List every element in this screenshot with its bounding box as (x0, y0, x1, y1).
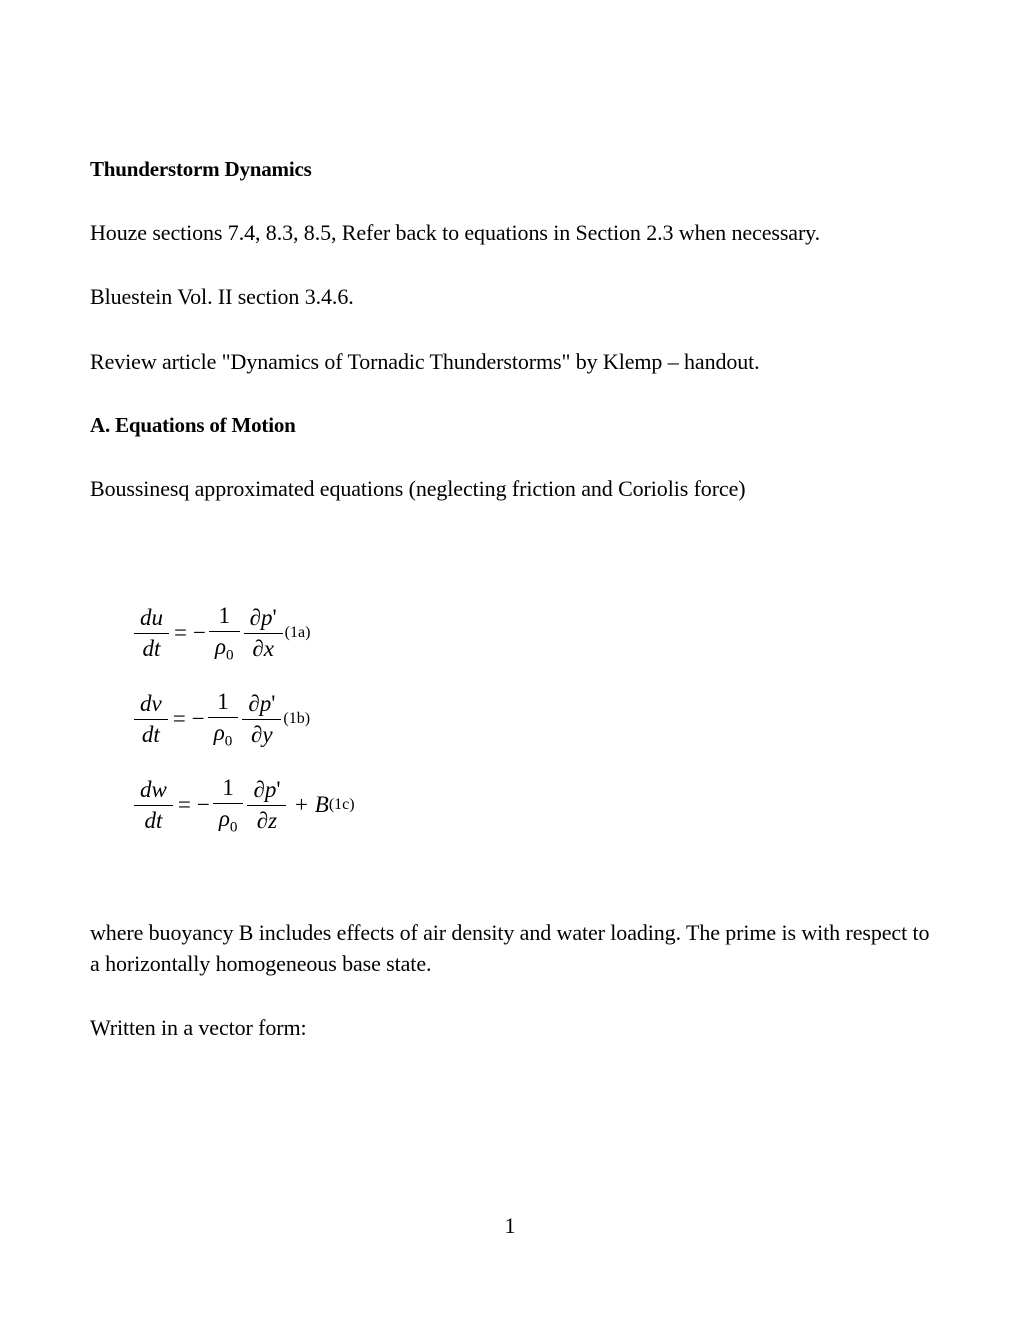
equation-number-1b: (1b) (283, 710, 311, 728)
eq1c-coef-numerator: 1 (222, 775, 234, 801)
eq1a-coef-denominator (209, 634, 240, 664)
eq1c-equals-sign: = (177, 792, 191, 818)
equation-spacer-bottom (90, 848, 932, 918)
equation-group-1 (90, 590, 932, 848)
page-title: Thunderstorm Dynamics (90, 157, 312, 181)
eq1a-deriv-numerator (244, 605, 283, 631)
fraction-bar (213, 803, 244, 804)
eq1a-lhs-numerator: du (140, 605, 163, 631)
eq1a-lhs-denominator: dt (142, 635, 161, 661)
inverse-density-factor-1c (213, 775, 244, 835)
page-content (90, 155, 932, 1077)
fraction-bar (247, 805, 286, 806)
material-derivative-u (134, 605, 169, 662)
eq1b-lhs-numerator: dv (140, 691, 162, 717)
rho-subscript: 0 (224, 732, 233, 750)
pressure-gradient-y (242, 691, 281, 748)
eq1a-equals-sign: = (174, 620, 187, 646)
equation-number-1c: (1c) (328, 796, 355, 814)
prime-mark: ' (272, 605, 277, 631)
equation-row-1c (90, 762, 932, 848)
equation-1b-tag-cell (283, 710, 483, 728)
reading-review-article: Review article "Dynamics of Tornadic Thunderstorms" by Klemp – handout. (90, 348, 760, 374)
equation-1a-tag-cell (285, 624, 485, 642)
rho-subscript: 0 (226, 646, 234, 664)
inverse-density-factor-1b (208, 689, 239, 749)
buoyancy-note: where buoyancy B includes effects of air density and water loading. The prime is with respect to a horizontally homogeneous base state. (90, 920, 930, 976)
eq1b-lhs-denominator: dt (141, 721, 160, 747)
equation-1c-tag-cell (329, 796, 529, 814)
eq1c-lhs-numerator: dw (140, 777, 167, 803)
equation-spacer-top (90, 538, 932, 590)
eq1b-coef-denominator (208, 720, 239, 750)
fraction-bar (134, 633, 169, 634)
partial-p: ∂p (253, 777, 277, 803)
eq1b-equals-sign: = (172, 706, 186, 732)
page-number: 1 (504, 1213, 516, 1238)
eq1b-deriv-denominator: ∂y (251, 721, 273, 747)
equation-number-1a: (1a) (284, 624, 311, 642)
equation-1c-math (132, 775, 329, 835)
rho-symbol: ρ (218, 805, 230, 831)
eq1c-deriv-denominator: ∂z (256, 807, 278, 833)
fraction-bar (244, 633, 283, 634)
rho-symbol: ρ (213, 719, 225, 745)
fraction-bar (208, 717, 239, 718)
eq1c-coef-denominator (213, 806, 244, 836)
reading-bluestein: Bluestein Vol. II section 3.4.6. (90, 284, 354, 310)
partial-p: ∂p (249, 605, 273, 631)
eq1c-deriv-numerator (247, 777, 286, 803)
pressure-gradient-x (244, 605, 283, 662)
reading-houze: Houze sections 7.4, 8.3, 8.5, Refer back to equations in Section 2.3 when necessary. (90, 219, 821, 245)
fraction-bar (134, 805, 173, 806)
pressure-gradient-z (247, 777, 286, 834)
eq1a-coef-numerator: 1 (218, 603, 231, 629)
prime-mark: ' (271, 691, 276, 717)
fraction-bar (134, 719, 168, 720)
eq1b-minus-sign: − (191, 706, 205, 732)
eq1c-minus-sign: − (196, 792, 210, 818)
buoyancy-term: + B (293, 792, 329, 818)
rho-symbol: ρ (214, 633, 227, 659)
fraction-bar (242, 719, 281, 720)
material-derivative-w (134, 777, 173, 834)
equation-1b-math (132, 689, 283, 749)
equation-row-1b (90, 676, 932, 762)
eq1a-deriv-denominator: ∂x (252, 635, 274, 661)
rho-subscript: 0 (229, 818, 238, 836)
fraction-bar (209, 631, 240, 632)
material-derivative-v (134, 691, 168, 748)
eq1a-minus-sign: − (192, 620, 206, 646)
eq1b-deriv-numerator (242, 691, 281, 717)
eq1b-coef-numerator: 1 (217, 689, 229, 715)
inverse-density-factor-1a (209, 603, 240, 663)
partial-p: ∂p (248, 691, 272, 717)
equation-1a-math (132, 603, 285, 663)
prime-mark: ' (276, 777, 281, 803)
eq1c-lhs-denominator: dt (144, 807, 163, 833)
vector-form-intro: Written in a vector form: (90, 1015, 307, 1041)
equation-row-1a (90, 590, 932, 676)
section-heading-equations-of-motion: A. Equations of Motion (90, 413, 296, 438)
boussinesq-intro: Boussinesq approximated equations (neglecting friction and Coriolis force) (90, 476, 746, 502)
